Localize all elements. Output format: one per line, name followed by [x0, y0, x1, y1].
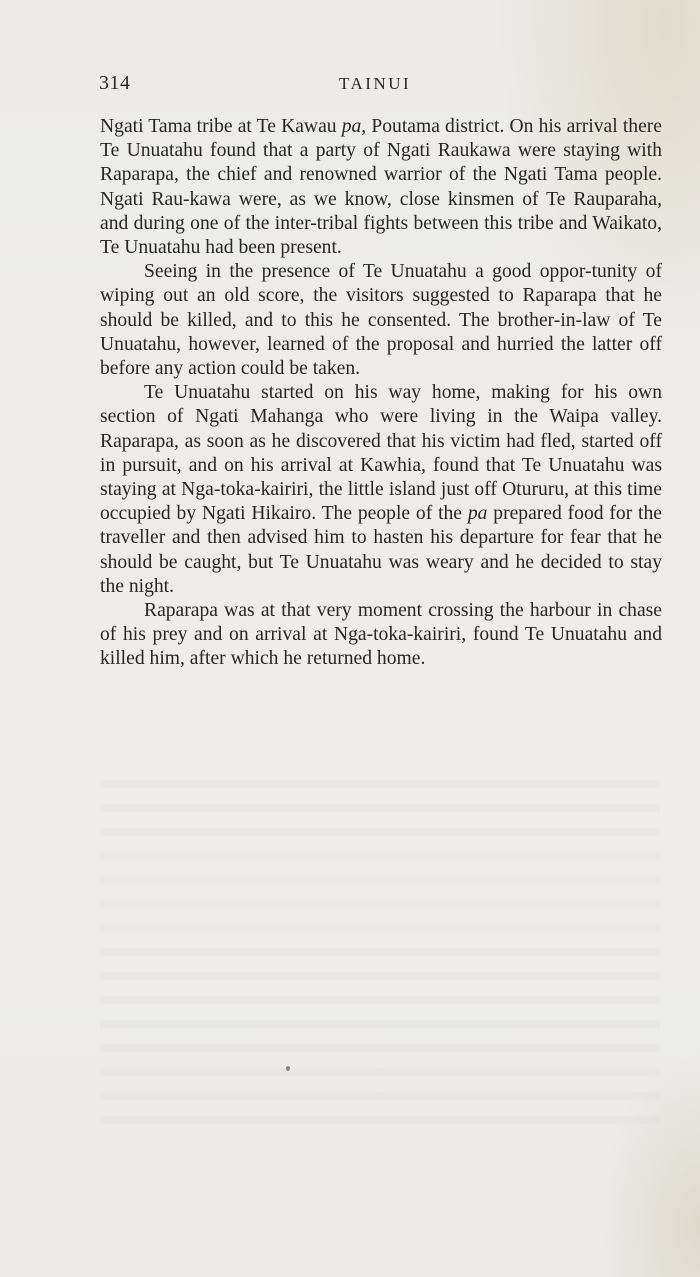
- text-run: Ngati Tama tribe at Te Kawau: [100, 116, 342, 137]
- running-title: TAINUI: [339, 74, 412, 93]
- running-head: [99, 72, 663, 98]
- italic-term: pa: [467, 503, 488, 525]
- text-run: , Poutama district. On his arrival there Te Unuatahu found that a party of Ngati Raukawa were staying with Raparapa, the chief and renowned warrior of the Ngati Tama people. Ngati Rau-kawa were, as we know, close kinsmen of Te Rauparaha, and during one of the inter-tribal fights between this tribe and Waikato, Te Unuatahu had been present.: [100, 116, 662, 259]
- text-run: Raparapa was at that very moment crossing the harbour in chase of his prey and on arrival at Nga-toka-kairiri, found Te Unuatahu and killed him, after which he returned home.: [100, 600, 662, 670]
- italic-term: pa: [341, 116, 362, 137]
- paragraph-3: [100, 381, 662, 599]
- text-run: Seeing in the presence of Te Unuatahu a good oppor-tunity of wiping out an old score, the visitors suggested to Raparapa that he should be killed, and to this he consented. The brother-in-law of Te Unuatahu, however, learned of the proposal and hurried the latter off before any action could be taken.: [100, 261, 662, 380]
- paper-speck: [286, 1066, 290, 1071]
- body-text: [100, 115, 662, 672]
- show-through-texture: [100, 780, 660, 1140]
- paragraph-1: [100, 115, 662, 260]
- text-run: prepared food for the traveller and then advised him to hasten his departure for fear that he should be caught, but Te Unuatahu was weary and he decided to stay the night.: [100, 503, 662, 597]
- text-run: Te Unuatahu started on his way home, making for his own section of Ngati Mahanga who were living in the Waipa valley. Raparapa, as soon as he discovered that his victim had fled, started off in pursuit, and on his arrival at Kawhia, found that Te Unuatahu was staying at Nga-toka-kairiri, the little island just off Otururu, at this time occupied by Ngati Hikairo. The people of the: [100, 382, 662, 525]
- paragraph-4: [100, 599, 662, 672]
- page-number: 314: [99, 72, 131, 94]
- paragraph-2: [100, 260, 662, 381]
